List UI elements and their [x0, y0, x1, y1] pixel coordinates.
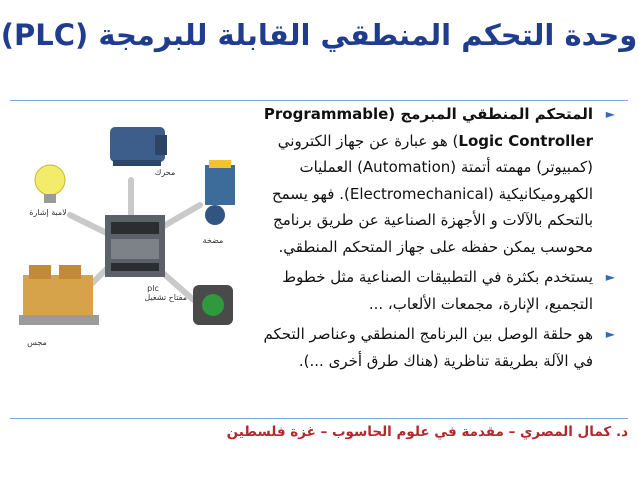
bullet-definition: [255, 101, 615, 260]
pump-label: مضخة: [202, 236, 224, 245]
bullet-interface: [255, 321, 615, 374]
bullet-interface-text: هو حلقة الوصل بين البرنامج المنطقي وعناصر التحكم في الآلة بطريقة تناظرية (هناك طرق أخرى ...).: [263, 325, 593, 370]
bullet-definition-lead: المتحكم المنطقي المبرمج (: [388, 105, 593, 123]
bullet-arrow-icon: ►: [605, 270, 615, 284]
bullet-arrow-icon: ►: [605, 327, 615, 341]
pump-icon: [205, 160, 235, 225]
plc-diagram: [15, 105, 247, 360]
plc-icon: [105, 215, 165, 277]
switch-icon: [193, 285, 233, 325]
footer-divider: [10, 418, 628, 419]
bullet-definition-text: ) هو عبارة عن جهاز الكتروني (كمبيوتر) مهمته أتمتة (Automation) العمليات الكهروميكانيكية (Electromechanical). فهو يسمح بالتحكم بالآلات و الأجهزة الصناعية عن طريق برنامج محوسب يمكن حفظه على جهاز المتحكم المنطقي.: [271, 131, 593, 256]
motor-icon: [110, 127, 167, 166]
slide-footer: د. كمال المصري – مقدمة في علوم الحاسوب – غزة فلسطين: [226, 424, 628, 440]
sensor-label: مجس: [27, 338, 47, 347]
bullet-arrow-icon: ►: [605, 107, 615, 121]
signal-lamp-icon: [35, 165, 65, 203]
bullet-definition-en: Programmable Logic Controller: [263, 105, 593, 150]
plc-label: plc: [147, 284, 159, 293]
slide-title: وحدة التحكم المنطقي القابلة للبرمجة (PLC): [0, 18, 638, 52]
bullet-applications-text: يستخدم بكثرة في التطبيقات الصناعية مثل خطوط التجميع، الإنارة، مجمعات الألعاب، ...: [282, 268, 593, 313]
bullet-applications: [255, 264, 615, 317]
switch-label: مفتاح تشغيل: [144, 293, 187, 302]
bullet-list: [255, 101, 615, 378]
motor-label: محرك: [154, 168, 176, 177]
lamp-label: لامبة إشارة: [29, 208, 67, 217]
sensor-icon: [19, 265, 99, 325]
